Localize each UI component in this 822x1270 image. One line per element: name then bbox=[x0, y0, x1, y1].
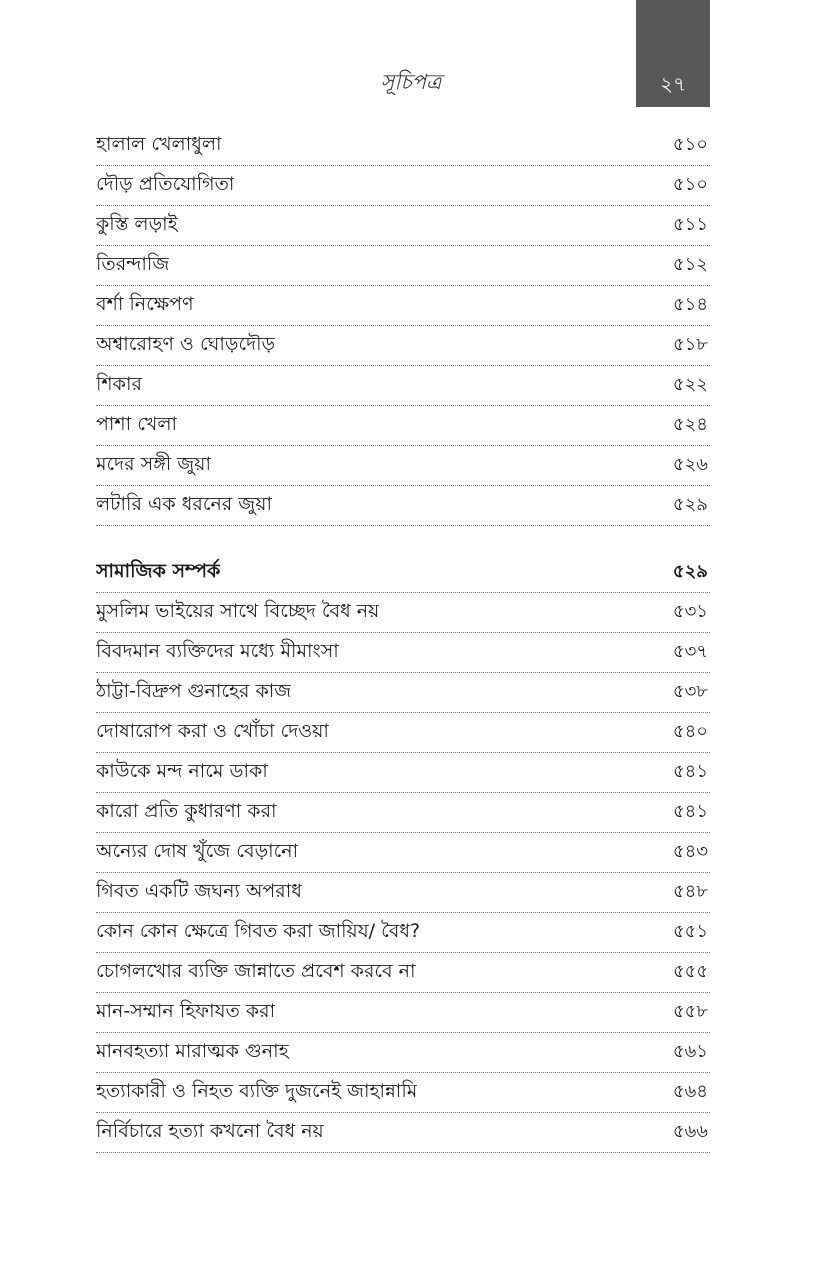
toc-entry bbox=[96, 953, 710, 993]
toc-entry bbox=[96, 913, 710, 953]
toc-entry-page: ৫১০ bbox=[672, 134, 708, 155]
toc-entry-page: ৫৪৮ bbox=[672, 881, 708, 902]
toc-entry-page: ৫২৪ bbox=[672, 414, 708, 435]
toc-entry-page: ৫২২ bbox=[672, 374, 708, 395]
toc-entry bbox=[96, 713, 710, 753]
toc-entry bbox=[96, 793, 710, 833]
toc-entry-title: নির্বিচারে হত্যা কখনো বৈধ নয় bbox=[96, 1119, 324, 1142]
toc-entry-title: পাশা খেলা bbox=[96, 412, 178, 435]
toc-entry-title: কারো প্রতি কুধারণা করা bbox=[96, 799, 277, 822]
toc-entry-title: অশ্বারোহণ ও ঘোড়দৌড় bbox=[96, 332, 276, 355]
toc-entry bbox=[96, 1113, 710, 1153]
toc-entry-title: চোগলখোর ব্যক্তি জান্নাতে প্রবেশ করবে না bbox=[96, 959, 416, 982]
toc-entry-page: ৫২৯ bbox=[672, 494, 708, 515]
toc-entry-page: ৫৫৮ bbox=[672, 1001, 708, 1022]
toc-entry bbox=[96, 446, 710, 486]
toc-entry-page: ৫৪১ bbox=[672, 761, 708, 782]
page-number-tab bbox=[636, 0, 710, 107]
toc-entry-page: ৫৪১ bbox=[672, 801, 708, 822]
toc-entry-title: মান-সম্মান হিফাযত করা bbox=[96, 999, 276, 1022]
section-page: ৫২৯ bbox=[672, 561, 708, 582]
toc-entry bbox=[96, 366, 710, 406]
toc-entry bbox=[96, 873, 710, 913]
toc-entry bbox=[96, 166, 710, 206]
section-title: সামাজিক সম্পর্ক bbox=[96, 559, 221, 582]
toc-entry-page: ৫৫৫ bbox=[672, 961, 708, 982]
toc-section-heading bbox=[96, 553, 710, 593]
toc-entry-page: ৫১২ bbox=[672, 254, 708, 275]
table-of-contents bbox=[96, 126, 710, 1153]
toc-entry-page: ৫৫১ bbox=[672, 921, 708, 942]
toc-entry-title: দৌড় প্রতিযোগিতা bbox=[96, 172, 235, 195]
toc-entry-page: ৫৪৩ bbox=[672, 841, 708, 862]
toc-entry-title: মদের সঙ্গী জুয়া bbox=[96, 452, 211, 475]
toc-entry-page: ৫৬১ bbox=[672, 1041, 708, 1062]
toc-entry-title: বর্শা নিক্ষেপণ bbox=[96, 292, 194, 315]
toc-entry bbox=[96, 993, 710, 1033]
toc-entry-page: ৫১০ bbox=[672, 174, 708, 195]
toc-entry-title: কুস্তি লড়াই bbox=[96, 212, 178, 235]
toc-entry-title: মুসলিম ভাইয়ের সাথে বিচ্ছেদ বৈধ নয় bbox=[96, 599, 380, 622]
toc-entry bbox=[96, 406, 710, 446]
toc-entry-page: ৫১১ bbox=[672, 214, 708, 235]
toc-entry-title: কোন কোন ক্ষেত্রে গিবত করা জায়িয/ বৈধ? bbox=[96, 919, 421, 942]
toc-entry bbox=[96, 206, 710, 246]
toc-entry-page: ৫৩৮ bbox=[672, 681, 708, 702]
toc-entry bbox=[96, 1033, 710, 1073]
toc-entry-title: শিকার bbox=[96, 372, 142, 395]
toc-entry bbox=[96, 593, 710, 633]
toc-entry bbox=[96, 753, 710, 793]
toc-entry bbox=[96, 833, 710, 873]
toc-entry-page: ৫১৪ bbox=[672, 294, 708, 315]
toc-entry bbox=[96, 486, 710, 526]
section-spacer bbox=[96, 526, 710, 553]
toc-entry-title: লটারি এক ধরনের জুয়া bbox=[96, 492, 272, 515]
page-title: সূচিপত্র bbox=[380, 70, 442, 94]
toc-entry-page: ৫৩৭ bbox=[672, 641, 708, 662]
toc-entry-title: মানবহত্যা মারাত্মক গুনাহ bbox=[96, 1039, 289, 1062]
toc-entry-title: দোষারোপ করা ও খোঁচা দেওয়া bbox=[96, 719, 329, 742]
toc-entry-title: ঠাট্টা-বিদ্রুপ গুনাহের কাজ bbox=[96, 679, 292, 702]
toc-entry-page: ৫৩১ bbox=[672, 601, 708, 622]
toc-entry-title: গিবত একটি জঘন্য অপরাধ bbox=[96, 879, 302, 902]
toc-entry bbox=[96, 246, 710, 286]
toc-entry-page: ৫১৮ bbox=[672, 334, 708, 355]
toc-entry bbox=[96, 673, 710, 713]
toc-entry-title: তিরন্দাজি bbox=[96, 252, 170, 275]
toc-entry-title: হত্যাকারী ও নিহত ব্যক্তি দুজনেই জাহান্নামি bbox=[96, 1079, 418, 1102]
toc-entry-title: হালাল খেলাধুলা bbox=[96, 132, 222, 155]
toc-entry-page: ৫৪০ bbox=[672, 721, 708, 742]
toc-entry bbox=[96, 126, 710, 166]
toc-entry-page: ৫৬৬ bbox=[672, 1121, 708, 1142]
page-number: ২৭ bbox=[659, 72, 686, 96]
toc-entry-title: কাউকে মন্দ নামে ডাকা bbox=[96, 759, 268, 782]
toc-entry bbox=[96, 1073, 710, 1113]
toc-entry-title: অন্যের দোষ খুঁজে বেড়ানো bbox=[96, 839, 299, 862]
toc-entry-page: ৫৬৪ bbox=[672, 1081, 708, 1102]
toc-entry bbox=[96, 286, 710, 326]
toc-entry-title: বিবদমান ব্যক্তিদের মধ্যে মীমাংসা bbox=[96, 639, 339, 662]
toc-entry-page: ৫২৬ bbox=[672, 454, 708, 475]
toc-entry bbox=[96, 326, 710, 366]
toc-entry bbox=[96, 633, 710, 673]
